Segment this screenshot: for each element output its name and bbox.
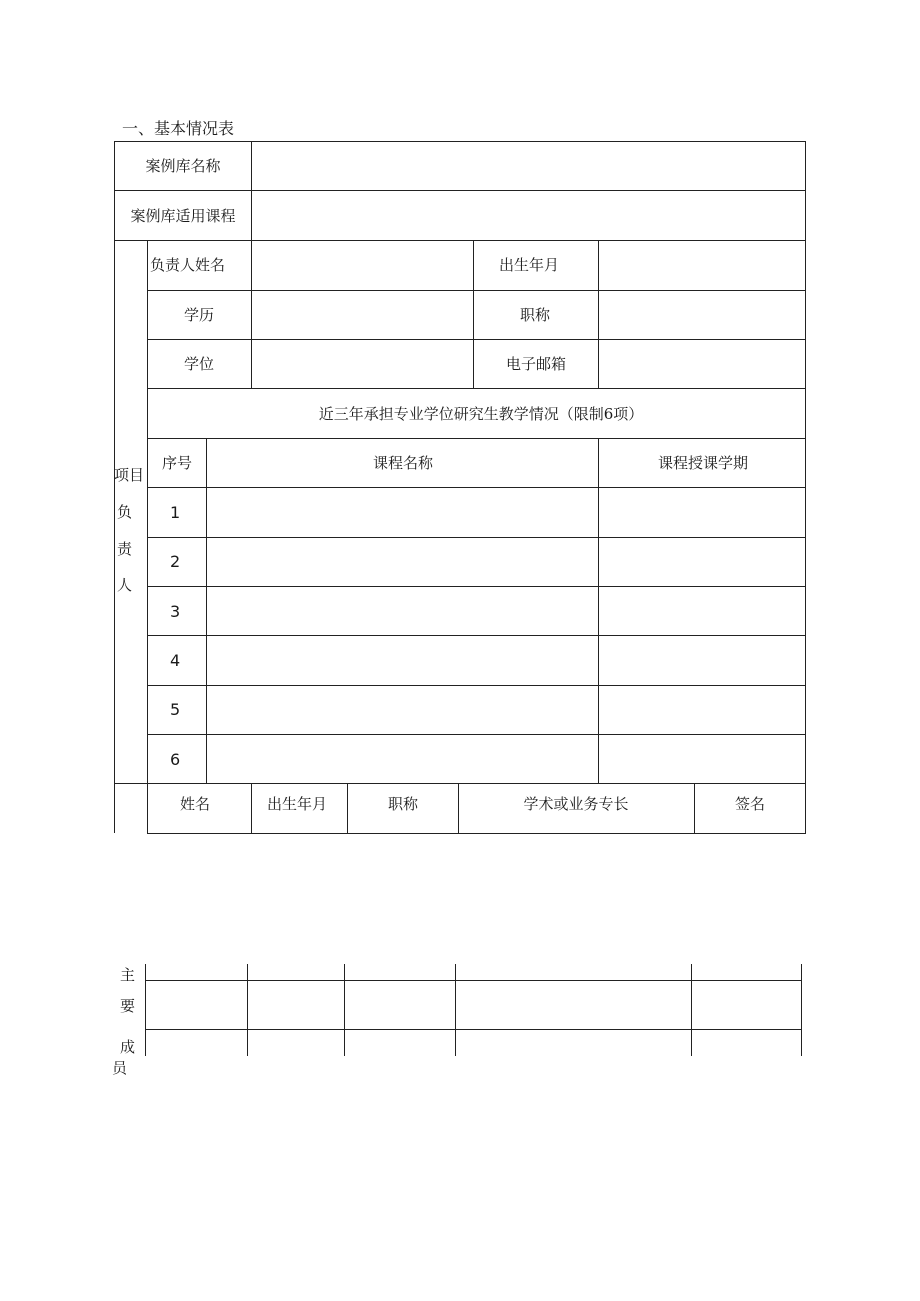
members-col-birth: 出生年月 [266, 795, 328, 813]
members-col-signature: 签名 [734, 795, 766, 813]
members-col-title: 职称 [387, 795, 419, 813]
leader-name-label: 负责人姓名 [150, 256, 226, 274]
library-name-label: 案例库名称 [145, 157, 221, 175]
members-col-expertise: 学术或业务专长 [523, 795, 629, 813]
table-row-index: 1 [170, 503, 181, 522]
col-term-header: 课程授课学期 [657, 454, 749, 472]
leader-side-label-4: 人 [117, 576, 133, 594]
birth-label: 出生年月 [498, 256, 560, 274]
table-row-index: 6 [170, 750, 181, 769]
col-index-header: 序号 [161, 454, 193, 472]
table-row-index: 5 [170, 700, 181, 719]
leader-side-label-3: 责 [117, 540, 133, 558]
title-label: 职称 [519, 306, 551, 324]
degree-label: 学位 [183, 355, 215, 373]
table-row-index: 2 [170, 552, 181, 571]
applicable-course-label: 案例库适用课程 [130, 207, 236, 225]
members-side-label-3: 成 [120, 1038, 136, 1056]
table-row-index: 3 [170, 602, 181, 621]
leader-side-label-2: 负 [117, 503, 133, 521]
teaching-heading: 近三年承担专业学位研究生教学情况（限制6项） [318, 405, 644, 423]
members-side-label-2: 要 [120, 997, 136, 1015]
col-course-header: 课程名称 [372, 454, 434, 472]
education-label: 学历 [183, 306, 215, 324]
email-label: 电子邮箱 [505, 355, 567, 373]
section-title: 一、基本情况表 [122, 119, 235, 138]
members-side-label-4: 员 [112, 1059, 128, 1077]
table-row-index: 4 [170, 651, 181, 670]
leader-side-label-1: 项目 [114, 466, 145, 484]
members-side-label-1: 主 [120, 966, 136, 984]
members-col-name: 姓名 [179, 795, 211, 813]
